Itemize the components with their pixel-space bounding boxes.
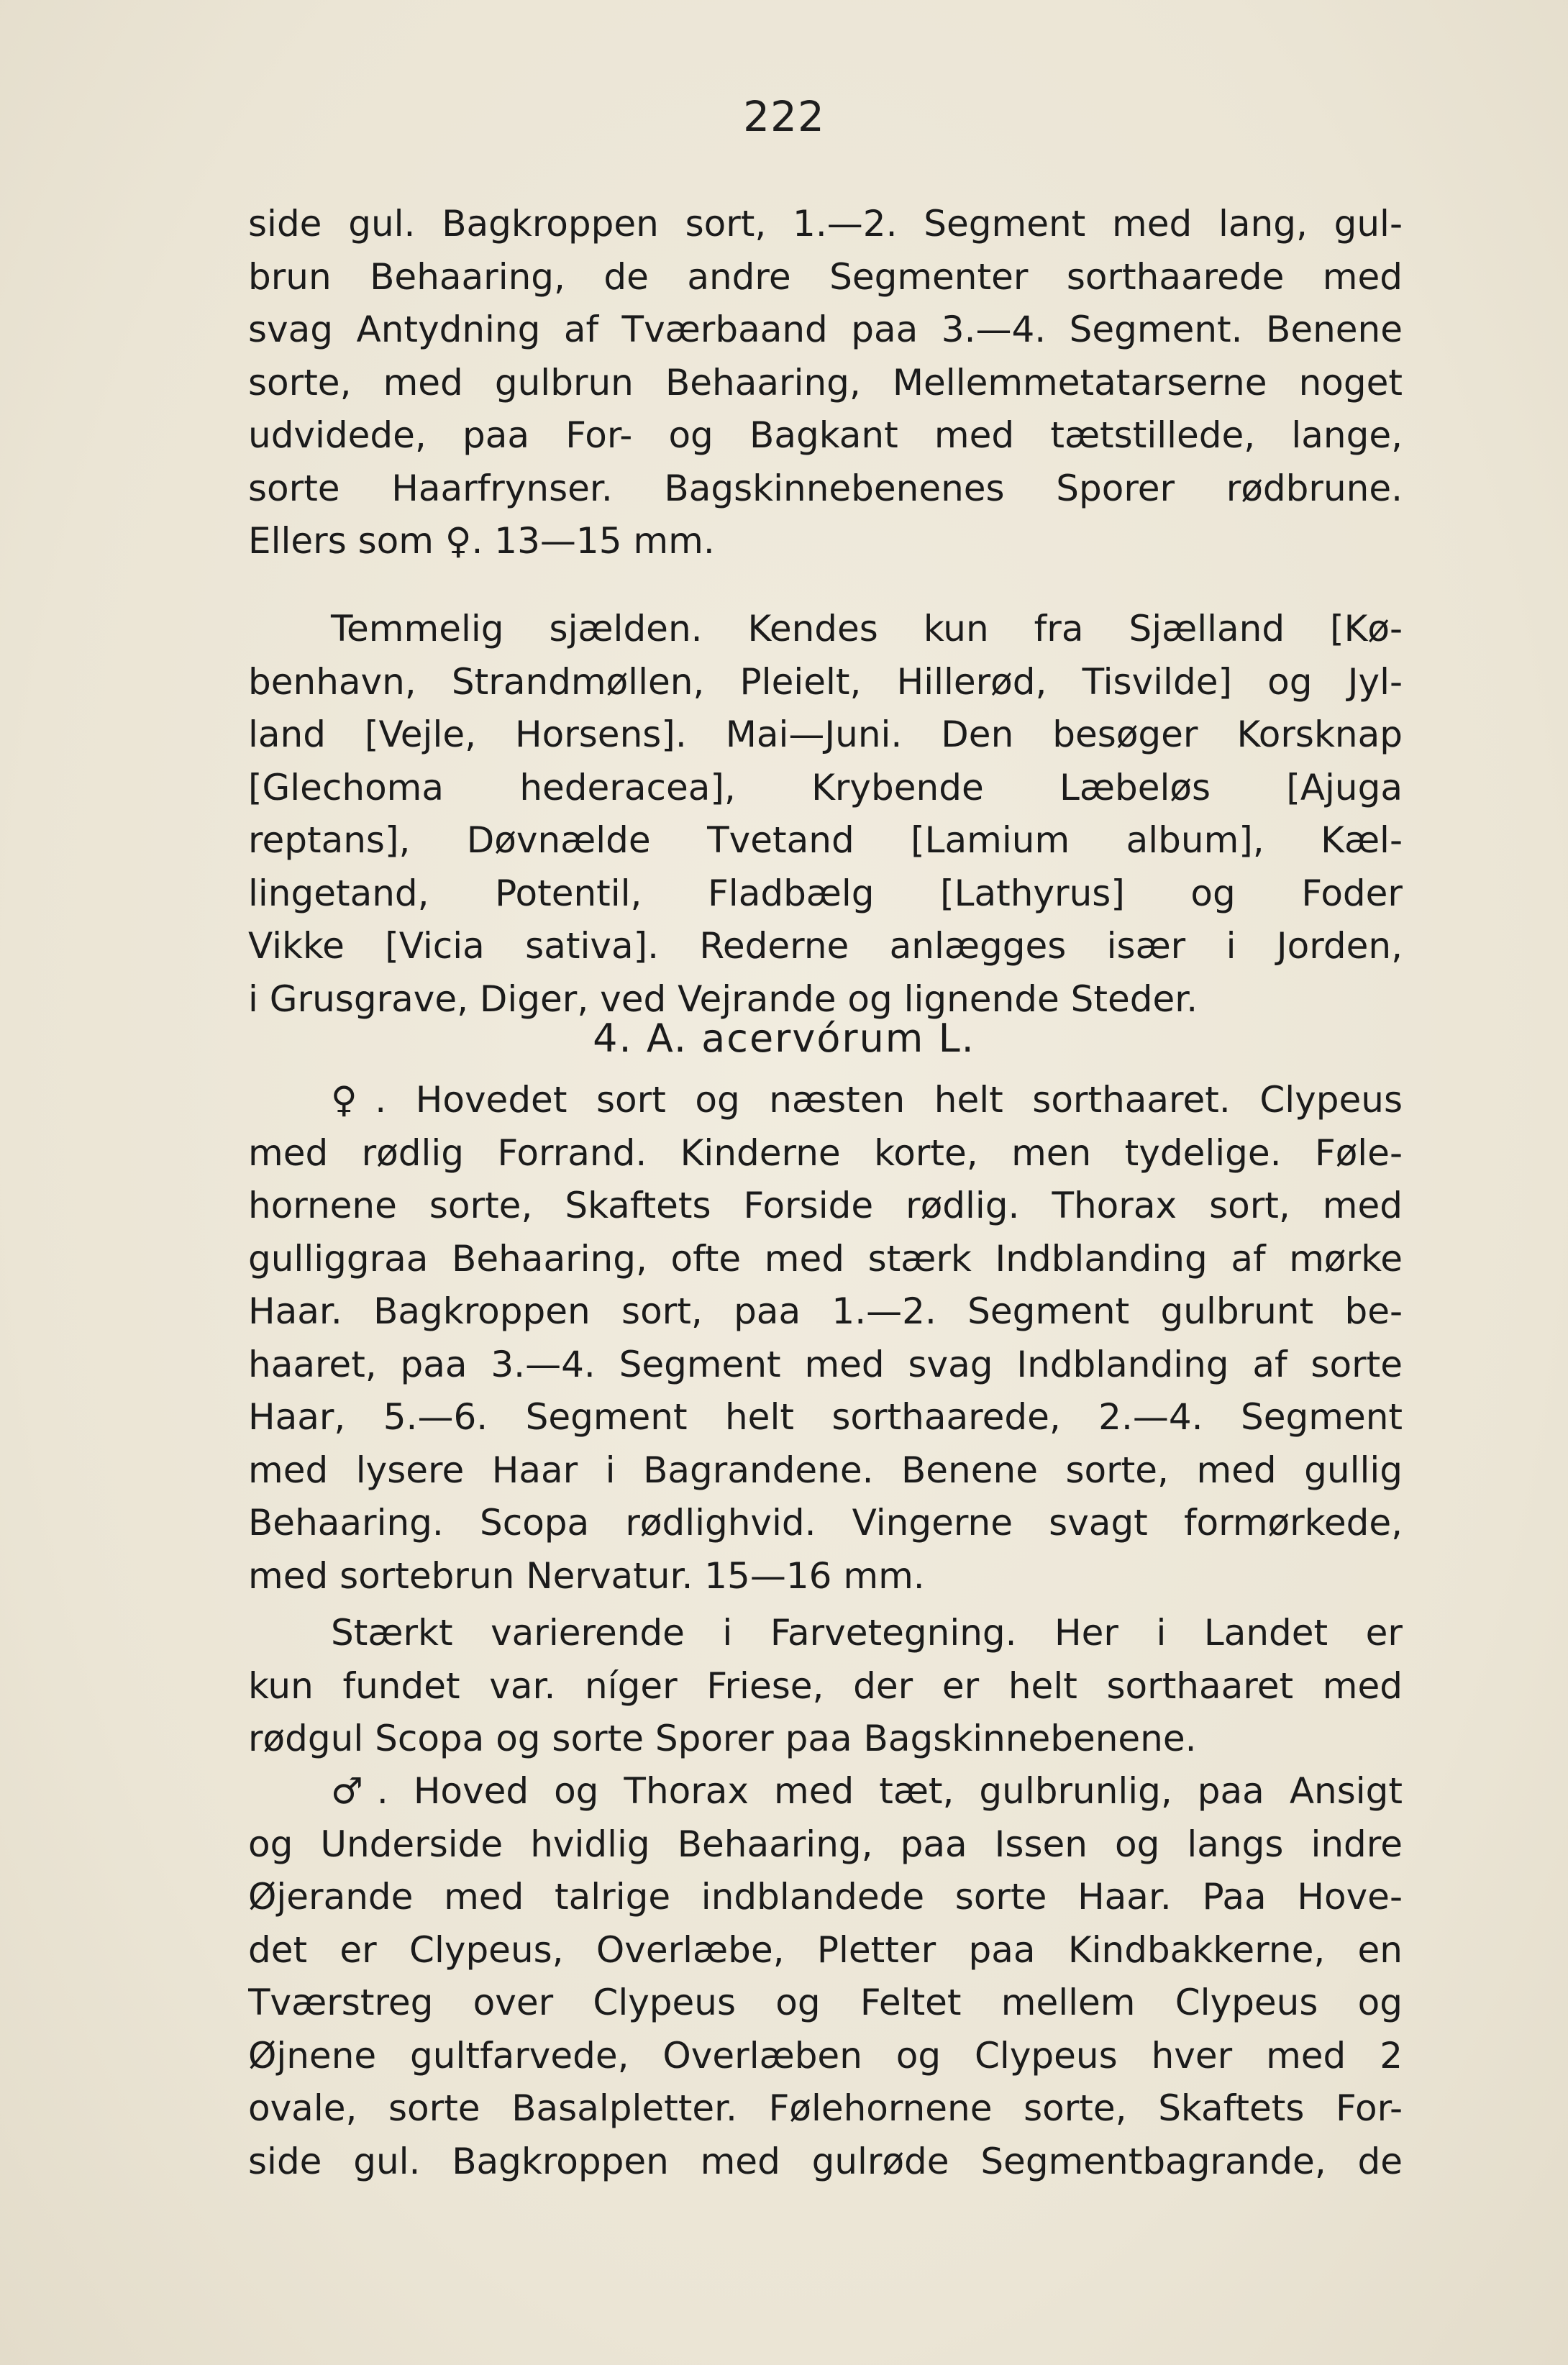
text-line: sorte, med gulbrun Behaaring, Mellemmetatarserne noget [248, 361, 1403, 404]
text-line: Haar, 5.—6. Segment helt sorthaarede, 2.—4. Segment [248, 1396, 1403, 1438]
text-line: i Grusgrave, Diger, ved Vejrande og lignende Steder. [248, 978, 1198, 1020]
text-line: kun fundet var. níger Friese, der er helt sorthaaret med [248, 1664, 1403, 1707]
text-line: reptans], Døvnælde Tvetand [Lamium album], Kæl- [248, 819, 1403, 861]
paragraph-distribution [248, 603, 1403, 1026]
text-line: benhavn, Strandmøllen, Pleielt, Hillerød, Tisvilde] og Jyl- [248, 660, 1403, 703]
text-line: det er Clypeus, Overlæbe, Pletter paa Kindbakkerne, en [248, 1928, 1403, 1971]
text-line: Vikke [Vicia sativa]. Rederne anlægges især i Jorden, [248, 925, 1403, 967]
text-line: Temmelig sjælden. Kendes kun fra Sjælland [Kø- [331, 608, 1403, 650]
paragraph-male-description [248, 1765, 1403, 2188]
paragraph-variation [248, 1607, 1403, 1766]
text-line: svag Antydning af Tværbaand paa 3.—4. Segment. Benene [248, 309, 1403, 350]
text-line: sorte Haarfrynser. Bagskinnebenenes Sporer rødbrune. [248, 467, 1403, 509]
text-line: ovale, sorte Basalpletter. Følehornene sorte, Skaftets For- [248, 2087, 1403, 2129]
text-line: land [Vejle, Horsens]. Mai—Juni. Den besøger Korsknap [248, 714, 1403, 755]
text-line: Øjnene gultfarvede, Overlæben og Clypeus hver med 2 [248, 2034, 1403, 2077]
text-line: [Glechoma hederacea], Krybende Læbeløs [Ajuga [248, 766, 1403, 808]
text-line: Behaaring. Scopa rødlighvid. Vingerne svagt formørkede, [248, 1502, 1403, 1544]
page-number: 222 [743, 92, 825, 141]
text-line: lingetand, Potentil, Fladbælg [Lathyrus] og Foder [248, 872, 1403, 914]
text-line: ♀. Hovedet sort og næsten helt sorthaaret. Clypeus [331, 1079, 1403, 1121]
text-line: Stærkt varierende i Farvetegning. Her i Landet er [331, 1612, 1403, 1654]
text-line: side gul. Bagkroppen med gulrøde Segmentbagrande, de [248, 2140, 1403, 2182]
text-line: Tværstreg over Clypeus og Feltet mellem Clypeus og [248, 1982, 1403, 2023]
text-line: hornene sorte, Skaftets Forside rødlig. Thorax sort, med [248, 1185, 1403, 1226]
text-line: udvidede, paa For- og Bagkant med tætstillede, lange, [248, 414, 1403, 456]
text-line: haaret, paa 3.—4. Segment med svag Indblanding af sorte [248, 1343, 1403, 1385]
text-line: rødgul Scopa og sorte Sporer paa Bagskinnebenene. [248, 1718, 1197, 1759]
text-line: Ellers som ♀. 13—15 mm. [248, 520, 715, 562]
text-line: gulliggraa Behaaring, ofte med stærk Indblanding af mørke [248, 1237, 1403, 1280]
text-line: og Underside hvidlig Behaaring, paa Issen og langs indre [248, 1823, 1403, 1865]
species-heading: 4. A. acervórum L. [593, 1016, 975, 1061]
text-line: med sortebrun Nervatur. 15—16 mm. [248, 1554, 925, 1597]
text-line: side gul. Bagkroppen sort, 1.—2. Segment med lang, gul- [248, 203, 1403, 245]
paragraph-female-description [248, 1074, 1403, 1603]
text-line: ♂. Hoved og Thorax med tæt, gulbrunlig, paa Ansigt [331, 1770, 1403, 1812]
text-line: Øjerande med talrige indblandede sorte Haar. Paa Hove- [248, 1876, 1403, 1918]
text-line: Haar. Bagkroppen sort, paa 1.—2. Segment gulbrunt be- [248, 1290, 1403, 1332]
text-line: med rødlig Forrand. Kinderne korte, men tydelige. Føle- [248, 1131, 1403, 1174]
text-line: med lysere Haar i Bagrandene. Benene sorte, med gullig [248, 1449, 1403, 1491]
paragraph-continued-description [248, 198, 1403, 568]
text-line: brun Behaaring, de andre Segmenter sorthaarede med [248, 255, 1403, 298]
